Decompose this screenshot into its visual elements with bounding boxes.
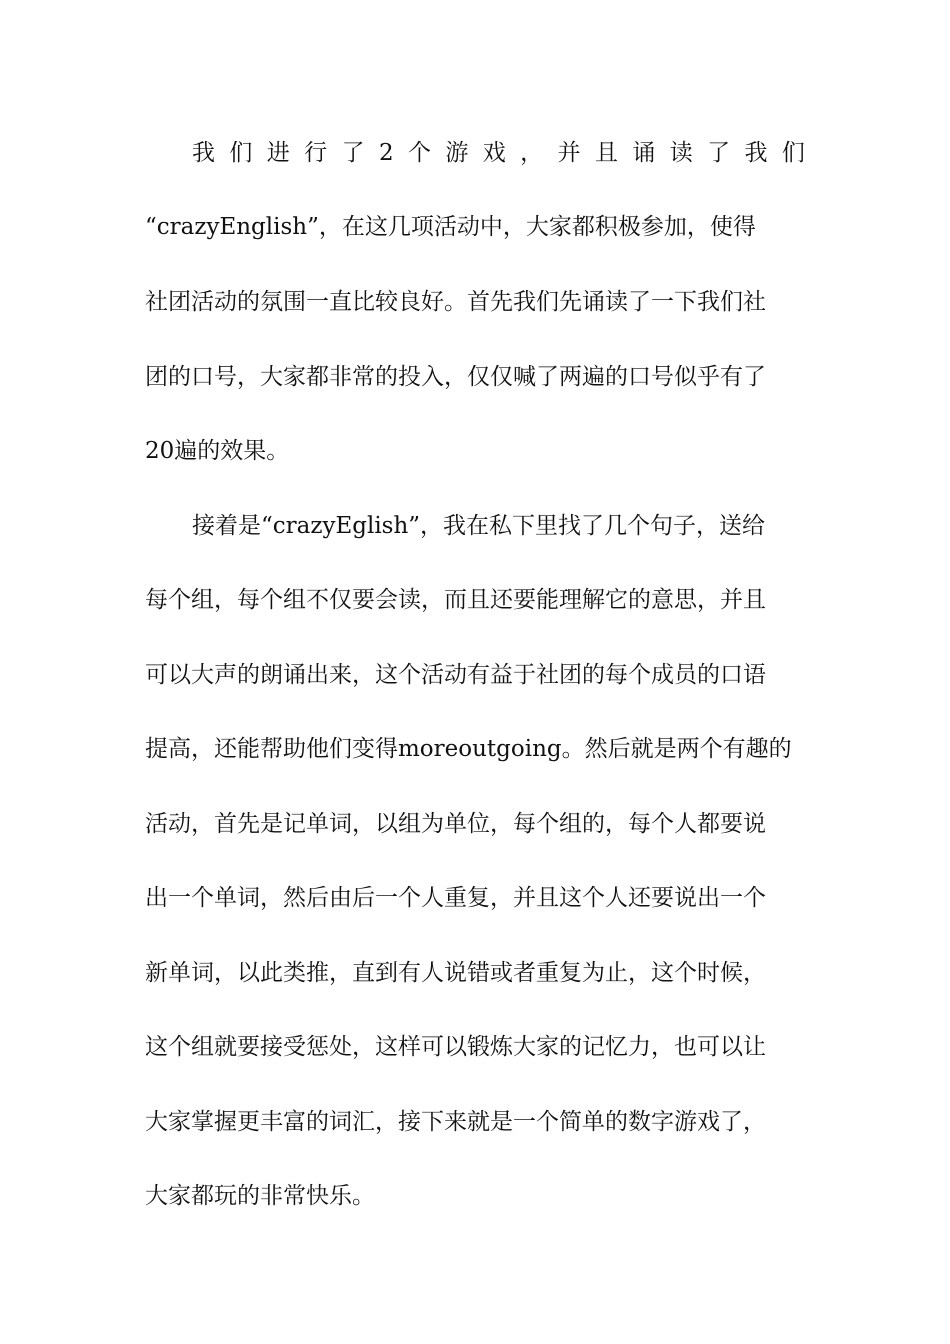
word: 游 bbox=[445, 140, 469, 166]
word: 们 bbox=[781, 140, 805, 166]
paragraph-2-line-3: 可以大声的朗诵出来，这个活动有益于社团的每个成员的口语 bbox=[145, 662, 766, 688]
word: 进 bbox=[266, 140, 290, 166]
paragraph-2-line-10: 大家都玩的非常快乐。 bbox=[145, 1183, 375, 1209]
paragraph-2-line-7: 新单词，以此类推，直到有人说错或者重复为止，这个时候， bbox=[145, 960, 766, 986]
word: 行 bbox=[304, 140, 328, 166]
paragraph-1-line-4: 团的口号，大家都非常的投入，仅仅喊了两遍的口号似乎有了 bbox=[145, 364, 766, 390]
paragraph-1-line-5: 20遍的效果。 bbox=[145, 438, 290, 464]
paragraph-2-line-8: 这个组就要接受惩处，这样可以锻炼大家的记忆力，也可以让 bbox=[145, 1034, 766, 1060]
word: 戏 bbox=[482, 140, 506, 166]
paragraph-1-line-1 bbox=[192, 133, 805, 173]
word: 我 bbox=[744, 140, 768, 166]
word: 我 bbox=[192, 140, 215, 166]
paragraph-2-line-5: 活动，首先是记单词，以组为单位，每个组的，每个人都要说 bbox=[145, 811, 766, 837]
paragraph-2-line-9: 大家掌握更丰富的词汇，接下来就是一个简单的数字游戏了， bbox=[145, 1109, 766, 1135]
word: 读 bbox=[669, 140, 693, 166]
word: 并 bbox=[557, 140, 581, 166]
word: 了 bbox=[707, 140, 731, 166]
word: 且 bbox=[594, 140, 618, 166]
word: 2 bbox=[378, 140, 394, 166]
paragraph-2-line-4: 提高，还能帮助他们变得moreoutgoing。然后就是两个有趣的 bbox=[145, 736, 792, 762]
paragraph-1-line-2: “crazyEnglish”，在这几项活动中，大家都积极参加，使得 bbox=[145, 214, 756, 240]
paragraph-2-line-1: 接着是“crazyEglish”，我在私下里找了几个句子，送给 bbox=[192, 513, 766, 539]
word: 个 bbox=[407, 140, 431, 166]
paragraph-1-line-3: 社团活动的氛围一直比较良好。首先我们先诵读了一下我们社 bbox=[145, 289, 766, 315]
word: 诵 bbox=[632, 140, 656, 166]
paragraph-2-line-2: 每个组，每个组不仅要会读，而且还要能理解它的意思，并且 bbox=[145, 587, 766, 613]
word: 了 bbox=[341, 140, 365, 166]
word: ， bbox=[520, 140, 544, 166]
paragraph-2-line-6: 出一个单词，然后由后一个人重复，并且这个人还要说出一个 bbox=[145, 885, 766, 911]
word: 们 bbox=[229, 140, 253, 166]
